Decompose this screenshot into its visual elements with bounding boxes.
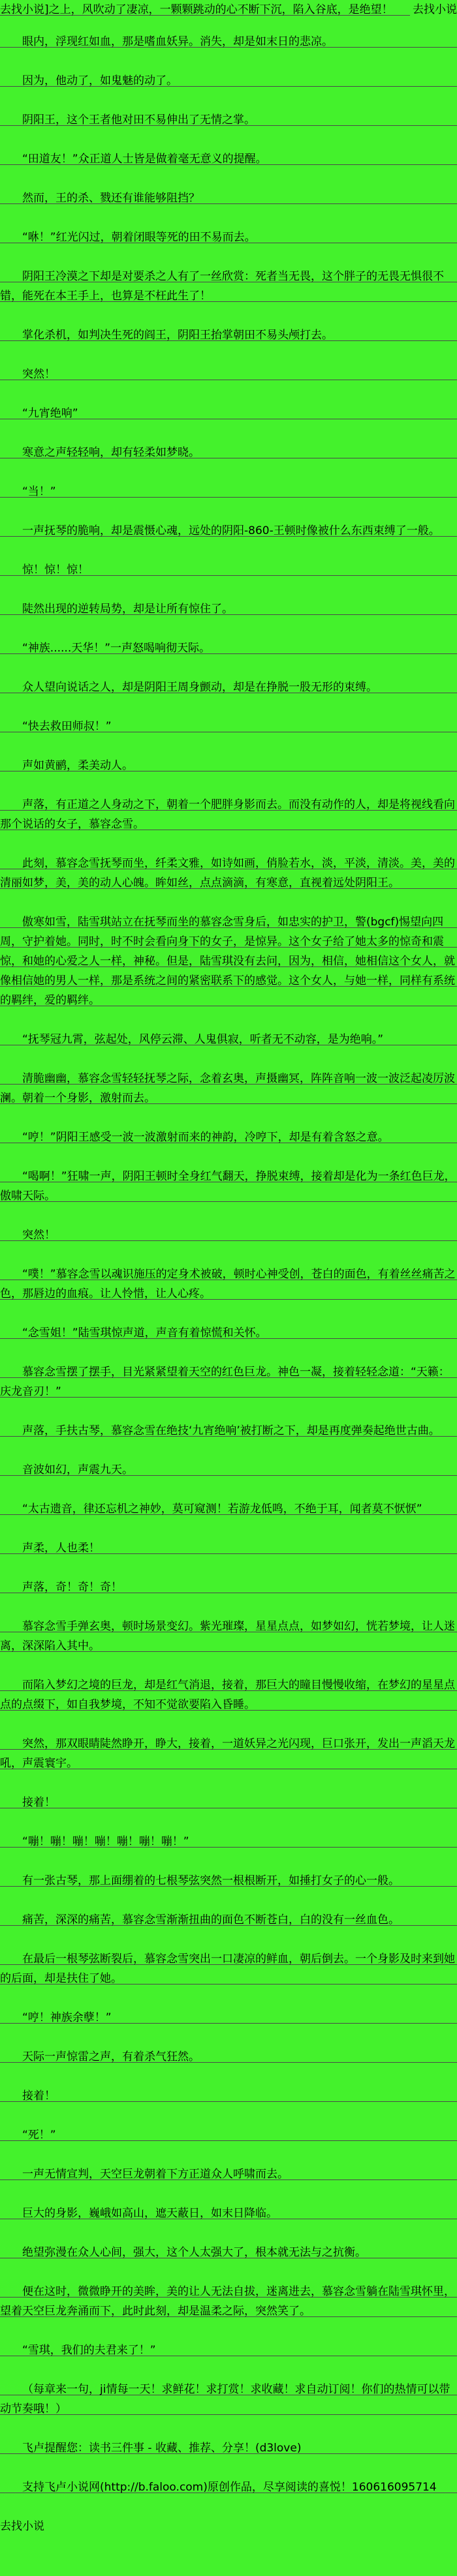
find-novel-link-top-right[interactable]: 去找小说 bbox=[413, 3, 457, 16]
top-line-bracket: ] bbox=[44, 3, 49, 16]
paragraph: 声如黄鹂，柔美动人。 bbox=[0, 756, 457, 775]
find-novel-link-top-left[interactable]: 去找小说 bbox=[0, 3, 44, 16]
paragraph: 因为，他动了，如鬼魅的动了。 bbox=[0, 71, 457, 91]
paragraph: “当！” bbox=[0, 482, 457, 502]
find-novel-link-bottom[interactable]: 去找小说 bbox=[0, 2520, 44, 2533]
paragraph: 惊！惊！惊！ bbox=[0, 560, 457, 580]
paragraph: 一声无情宣判，天空巨龙朝着下方正道众人呼啸而去。 bbox=[0, 2164, 457, 2184]
paragraph: 音波如幻，声震九天。 bbox=[0, 1460, 457, 1480]
paragraph: “念雪姐！”陆雪琪惊声道，声音有着惊慌和关怀。 bbox=[0, 1323, 457, 1343]
paragraph: 接着！ bbox=[0, 1793, 457, 1812]
novel-content bbox=[0, 32, 457, 2419]
paragraph: 声落，手扶古琴，慕容念雪在绝技‘九宵绝响’被打断之下，却是再度弹奏起绝世古曲。 bbox=[0, 1421, 457, 1441]
paragraph: 而陷入梦幻之境的巨龙，却是红气消退，接着，那巨大的瞳目慢慢收缩，在梦幻的星星点点的点缀下，如自我梦境，不知不觉欲要陷入昏睡。 bbox=[0, 1675, 457, 1715]
paragraph: 陡然出现的逆转局势，却是让所有惊住了。 bbox=[0, 599, 457, 619]
paragraph: 掌化杀机，如判决生死的阎王，阴阳王抬掌朝田不易头颅打去。 bbox=[0, 325, 457, 345]
top-line-sentence: 之上，风吹动了凄凉，一颗颗跳动的心不断下沉，陷入谷底，是绝望！ bbox=[48, 3, 393, 16]
paragraph: “田道友！”众正道人士皆是做着毫无意义的提醒。 bbox=[0, 149, 457, 169]
paragraph: 便在这时，微微睁开的美眸，美的让人无法自拔，迷离进去，慕容念雪躺在陆雪琪怀里，望着天空巨龙奔涌而下，此时此刻，却是温柔之际，突然笑了。 bbox=[0, 2282, 457, 2321]
paragraph: 巨大的身影，巍峨如高山，遮天蔽日，如末日降临。 bbox=[0, 2204, 457, 2223]
paragraph: 一声抚琴的脆响，却是震慑心魂，远处的阴阳-860-王顿时像被什么东西束缚了一般。 bbox=[0, 521, 457, 541]
paragraph: （每章来一句，ji情每一天！求鲜花！求打赏！求收藏！求自动订阅！你们的热情可以带动节奏哦！） bbox=[0, 2380, 457, 2419]
paragraph: 绝望弥漫在众人心间，强大，这个人太强大了，根本就无法与之抗衡。 bbox=[0, 2243, 457, 2262]
site-support-line: 支持飞卢小说网(http://b.faloo.com)原创作品，尽享阅读的喜悦！160616095714 bbox=[0, 2478, 457, 2497]
paragraph: “死！” bbox=[0, 2125, 457, 2145]
top-line-text bbox=[0, 0, 410, 20]
paragraph: 声落，有正道之人身动之下，朝着一个肥胖身影而去。而没有动作的人，却是将视线看向那个说话的女子，慕容念雪。 bbox=[0, 795, 457, 834]
paragraph: 声柔，人也柔！ bbox=[0, 1538, 457, 1558]
paragraph: “哼！神族余孽！” bbox=[0, 2008, 457, 2028]
paragraph: 阴阳王冷漠之下却是对要杀之人有了一丝欣赏：死者当无畏，这个胖子的无畏无惧很不错，能死在本王手上，也算是不枉此生了！ bbox=[0, 267, 457, 306]
paragraph: 天际一声惊雷之声，有着杀气狂然。 bbox=[0, 2047, 457, 2067]
paragraph: 有一张古琴，那上面绷着的七根琴弦突然一根根断开，如捶打女子的心一般。 bbox=[0, 1871, 457, 1891]
top-line bbox=[0, 0, 457, 20]
paragraph: 突然！ bbox=[0, 365, 457, 384]
paragraph: 此刻，慕容念雪抚琴而坐，纤柔文雅，如诗如画，俏脸若水，淡，平淡，清淡。美，美的清丽如梦，美，美的动人心魄。眸如丝，点点滴滴，有寒意，直视着远处阴阳王。 bbox=[0, 854, 457, 893]
paragraph: “嘣！嘣！嘣！嘣！嘣！嘣！嘣！” bbox=[0, 1832, 457, 1851]
paragraph: “神族......天华！”一声怒喝响彻天际。 bbox=[0, 638, 457, 658]
paragraph: “咻！”红光闪过，朝着闭眼等死的田不易而去。 bbox=[0, 228, 457, 247]
paragraph: “哼！”阴阳王感受一波一波激射而来的神韵，冷哼下，却是有着含怒之意。 bbox=[0, 1128, 457, 1147]
paragraph: 清脆幽幽，慕容念雪轻轻抚琴之际，念着玄奥，声摄幽冥，阵阵音响一波一波泛起凌厉波澜。朝着一个身影，激射而去。 bbox=[0, 1069, 457, 1108]
paragraph: “快去救田师叔！” bbox=[0, 717, 457, 736]
paragraph: “喝啊！”狂啸一声，阴阳王顿时全身红气翻天，挣脱束缚，接着却是化为一条红色巨龙，傲啸天际。 bbox=[0, 1167, 457, 1206]
paragraph: 突然！ bbox=[0, 1225, 457, 1245]
paragraph: 痛苦，深深的痛苦，慕容念雪渐渐扭曲的面色不断苍白，白的没有一丝血色。 bbox=[0, 1910, 457, 1930]
paragraph: 傲寒如雪，陆雪琪站立在抚琴而坐的慕容念雪身后，如忠实的护卫，警(bgcf)惕望向四周，守护着她。同时，时不时会看向身下的女子，是惊异。这个女子给了她太多的惊奇和震惊，和她的心爱之人一样，神秘。但是，陆雪琪没有去问，因为，相信，她相信这个女人，就像相信她的男人一样，那是系统之间的紧密联系下的感觉。这个女人，与她一样，同样有系统的羁绊，爱的羁绊。 bbox=[0, 912, 457, 1010]
paragraph: 寒意之声轻轻响，却有轻柔如梦晓。 bbox=[0, 443, 457, 462]
site-notice: 飞卢提醒您：读书三件事 - 收藏、推荐、分享！(d3love) bbox=[0, 2438, 457, 2458]
paragraph: “九宵绝响” bbox=[0, 404, 457, 423]
paragraph: 阴阳王，这个王者他对田不易伸出了无情之掌。 bbox=[0, 110, 457, 130]
paragraph: 众人望向说话之人，却是阴阳王周身颤动，却是在挣脱一股无形的束缚。 bbox=[0, 678, 457, 697]
paragraph: “雪琪，我们的夫君来了！” bbox=[0, 2341, 457, 2360]
paragraph: 慕容念雪摆了摆手，目光紧紧望着天空的红色巨龙。神色一凝，接着轻轻念道：“天籁：庆龙音刃！” bbox=[0, 1362, 457, 1401]
paragraph: 接着！ bbox=[0, 2086, 457, 2106]
paragraph: “太古遗音，律还忘机之神妙，莫可窥测！若游龙低鸣，不绝于耳，闻者莫不恹恹” bbox=[0, 1499, 457, 1519]
paragraph: 在最后一根琴弦断裂后，慕容念雪突出一口凄凉的鲜血，朝后倒去。一个身影及时来到她的后面，却是扶住了她。 bbox=[0, 1949, 457, 1988]
paragraph: 眼内，浮现红如血，那是嗜血妖异。消失，却是如末日的悲凉。 bbox=[0, 32, 457, 52]
paragraph: 慕容念雪手弹玄奥，顿时场景变幻。紫光璀璨，星星点点，如梦如幻，恍若梦境，让人迷离，深深陷入其中。 bbox=[0, 1617, 457, 1656]
bottom-link-row bbox=[0, 2517, 457, 2536]
paragraph: “抚琴冠九霄，弦起处，风停云滞、人鬼俱寂，听者无不动容，是为绝响。” bbox=[0, 1030, 457, 1049]
paragraph: 突然，那双眼睛陡然睁开，睁大，接着，一道妖异之光闪现，巨口张开，发出一声滔天龙吼，声震寰宇。 bbox=[0, 1734, 457, 1773]
paragraph: 声落，奇！奇！奇！ bbox=[0, 1578, 457, 1597]
top-right-slot bbox=[410, 0, 457, 20]
paragraph: 然而，王的杀、戮还有谁能够阻挡？ bbox=[0, 188, 457, 208]
paragraph: “噗！”慕容念雪以魂识施压的定身术被破，顿时心神受创，苍白的面色，有着丝丝痛苦之色，那唇边的血痕。让人怜惜，让人心疼。 bbox=[0, 1265, 457, 1304]
